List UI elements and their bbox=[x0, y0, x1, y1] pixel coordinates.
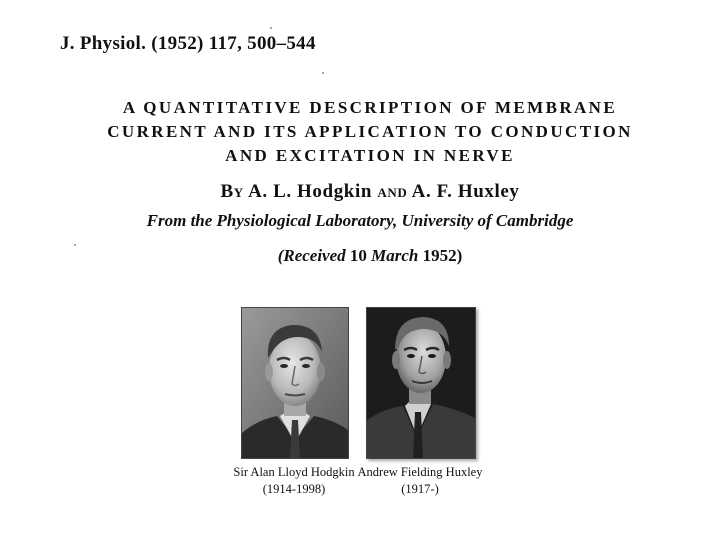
hodgkin-dates: (1914-1998) bbox=[262, 482, 326, 496]
hodgkin-portrait-photo bbox=[241, 307, 349, 459]
huxley-name: Andrew Fielding Huxley bbox=[357, 465, 483, 479]
byline-by: By bbox=[220, 181, 244, 202]
paper-title bbox=[70, 96, 670, 168]
author-byline bbox=[70, 181, 670, 203]
title-line-3: AND EXCITATION IN NERVE bbox=[225, 146, 515, 165]
author-affiliation: From the Physiological Laboratory, University of Cambridge bbox=[146, 211, 574, 230]
huxley-caption bbox=[352, 464, 488, 498]
author-hodgkin: A. L. Hodgkin bbox=[248, 181, 373, 202]
author-huxley: A. F. Huxley bbox=[411, 181, 520, 202]
received-day: 10 bbox=[349, 246, 367, 265]
huxley-portrait-photo bbox=[366, 307, 476, 459]
title-line-2: CURRENT AND ITS APPLICATION TO CONDUCTION bbox=[107, 122, 633, 141]
scan-speck bbox=[322, 72, 324, 74]
journal-citation: J. Physiol. (1952) 117, 500–544 bbox=[60, 33, 316, 54]
received-prefix: (Received bbox=[277, 246, 346, 265]
received-month: March bbox=[371, 246, 419, 265]
received-date bbox=[160, 246, 580, 266]
title-line-1: A QUANTITATIVE DESCRIPTION OF MEMBRANE bbox=[122, 98, 618, 117]
scan-speck bbox=[270, 27, 272, 29]
byline-and: and bbox=[377, 181, 408, 202]
huxley-dates: (1917-) bbox=[401, 482, 439, 496]
hodgkin-name: Sir Alan Lloyd Hodgkin bbox=[233, 465, 355, 479]
hodgkin-portrait-drawing bbox=[242, 308, 348, 458]
scan-speck bbox=[74, 244, 76, 246]
huxley-portrait-drawing bbox=[367, 308, 475, 458]
hodgkin-caption bbox=[230, 464, 358, 498]
received-year: 1952) bbox=[422, 246, 463, 265]
